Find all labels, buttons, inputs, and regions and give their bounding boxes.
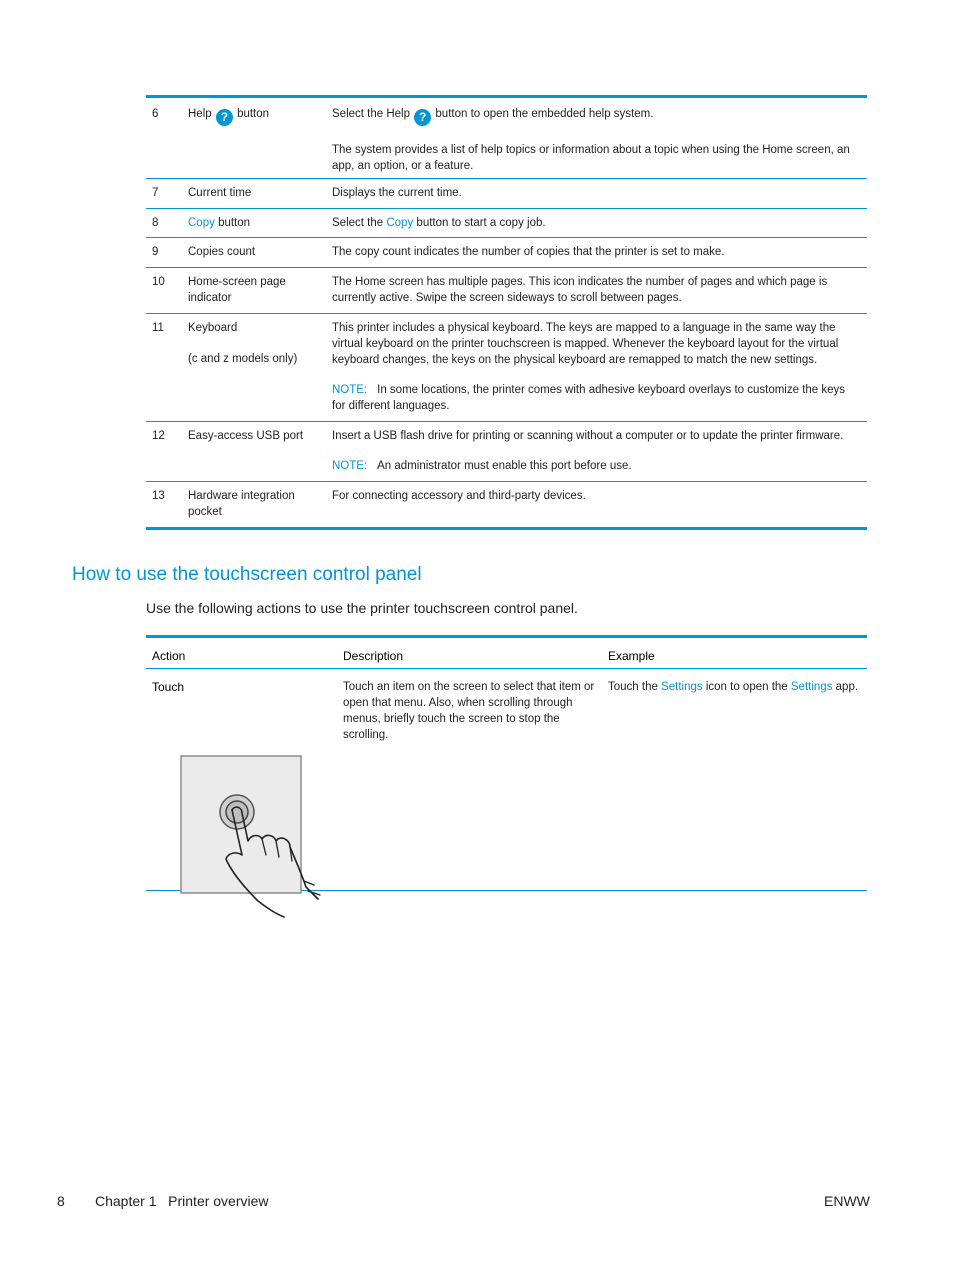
table-row <box>146 209 867 238</box>
row-description: For connecting accessory and third-party devices. <box>332 490 586 502</box>
help-icon: ? <box>414 109 431 126</box>
touch-gesture-icon <box>180 755 330 919</box>
footer-right-label: ENWW <box>824 1193 870 1209</box>
table-row <box>146 179 867 209</box>
row-name: Keyboard (c and z models only) <box>188 322 298 365</box>
page-number: 8 <box>57 1193 65 1209</box>
action-example: Touch the Settings icon to open the Settings app. <box>608 681 859 693</box>
actions-table <box>146 635 867 891</box>
row-name: Home-screen page indicator <box>188 276 286 304</box>
row-description: The copy count indicates the number of copies that the printer is set to make. <box>332 246 725 258</box>
row-name: Help ? button <box>188 108 270 124</box>
row-description: The Home screen has multiple pages. This icon indicates the number of pages and which page is currently active. Swipe the screen sideways to scroll between pages. <box>332 276 828 304</box>
row-number: 9 <box>152 246 159 258</box>
action-description: Touch an item on the screen to select that item or open that menu. Also, when scrolling through menus, briefly touch the screen to stop the scrolling. <box>343 681 595 741</box>
table-row <box>146 98 867 179</box>
row-description: Select the Help ? button to open the embedded help system. The system provides a list of help topics or information about a topic when using the Home screen, an app, an option, or a feature. <box>332 108 850 172</box>
row-description: Select the Copy button to start a copy job. <box>332 217 546 229</box>
table-row <box>146 268 867 314</box>
settings-link[interactable]: Settings <box>661 681 703 693</box>
section-intro: Use the following actions to use the printer touchscreen control panel. <box>146 600 578 616</box>
row-name: Copy button <box>188 217 251 229</box>
row-number: 10 <box>152 276 165 288</box>
row-name: Copies count <box>188 246 256 258</box>
copy-link[interactable]: Copy <box>386 217 414 229</box>
table-row <box>146 238 867 268</box>
settings-link[interactable]: Settings <box>790 681 833 693</box>
copy-link[interactable]: Copy <box>188 217 215 229</box>
row-name: Current time <box>188 187 252 199</box>
table-row <box>146 422 867 482</box>
chapter-title: Chapter 1 Printer overview <box>95 1193 269 1209</box>
row-number: 7 <box>152 187 159 199</box>
row-description: Insert a USB flash drive for printing or scanning without a computer or to update the printer firmware. NOTE: An administrator must enable this port before use. <box>332 428 860 474</box>
action-name: Touch <box>152 680 185 694</box>
table-row <box>146 314 867 422</box>
components-table <box>146 95 867 530</box>
row-description: This printer includes a physical keyboard. The keys are mapped to a language in the same way the virtual keyboard on the printer touchscreen is mapped. Whenever the keyboard layout for the virtual keyboard changes, the keys on the physical keyboard are remapped to match the new settings. NOTE: In some locations, the printer comes with adhesive keyboard overlays to customize the keys for different languages. <box>332 320 860 414</box>
header-example: Example <box>608 649 655 663</box>
row-number: 8 <box>152 217 159 229</box>
header-description: Description <box>343 649 404 663</box>
section-heading: How to use the touchscreen control panel <box>72 564 422 585</box>
row-number: 12 <box>152 430 165 442</box>
row-number: 11 <box>152 322 164 334</box>
row-name: Easy-access USB port <box>188 430 304 442</box>
row-number: 13 <box>152 490 165 502</box>
table-row <box>146 482 867 527</box>
table-bottom-rule <box>146 527 867 530</box>
row-name: Hardware integration pocket <box>188 490 295 518</box>
note-label: NOTE: <box>332 384 368 396</box>
help-icon: ? <box>216 109 233 126</box>
row-description: Displays the current time. <box>332 187 462 199</box>
row-number: 6 <box>152 108 159 120</box>
note: NOTE: An administrator must enable this port before use. <box>332 460 632 472</box>
table-header <box>146 638 867 669</box>
header-action: Action <box>152 649 186 663</box>
table-row <box>146 669 867 891</box>
note-label: NOTE: <box>332 460 368 472</box>
note: NOTE: In some locations, the printer comes with adhesive keyboard overlays to customize the keys for different languages. <box>332 384 846 412</box>
